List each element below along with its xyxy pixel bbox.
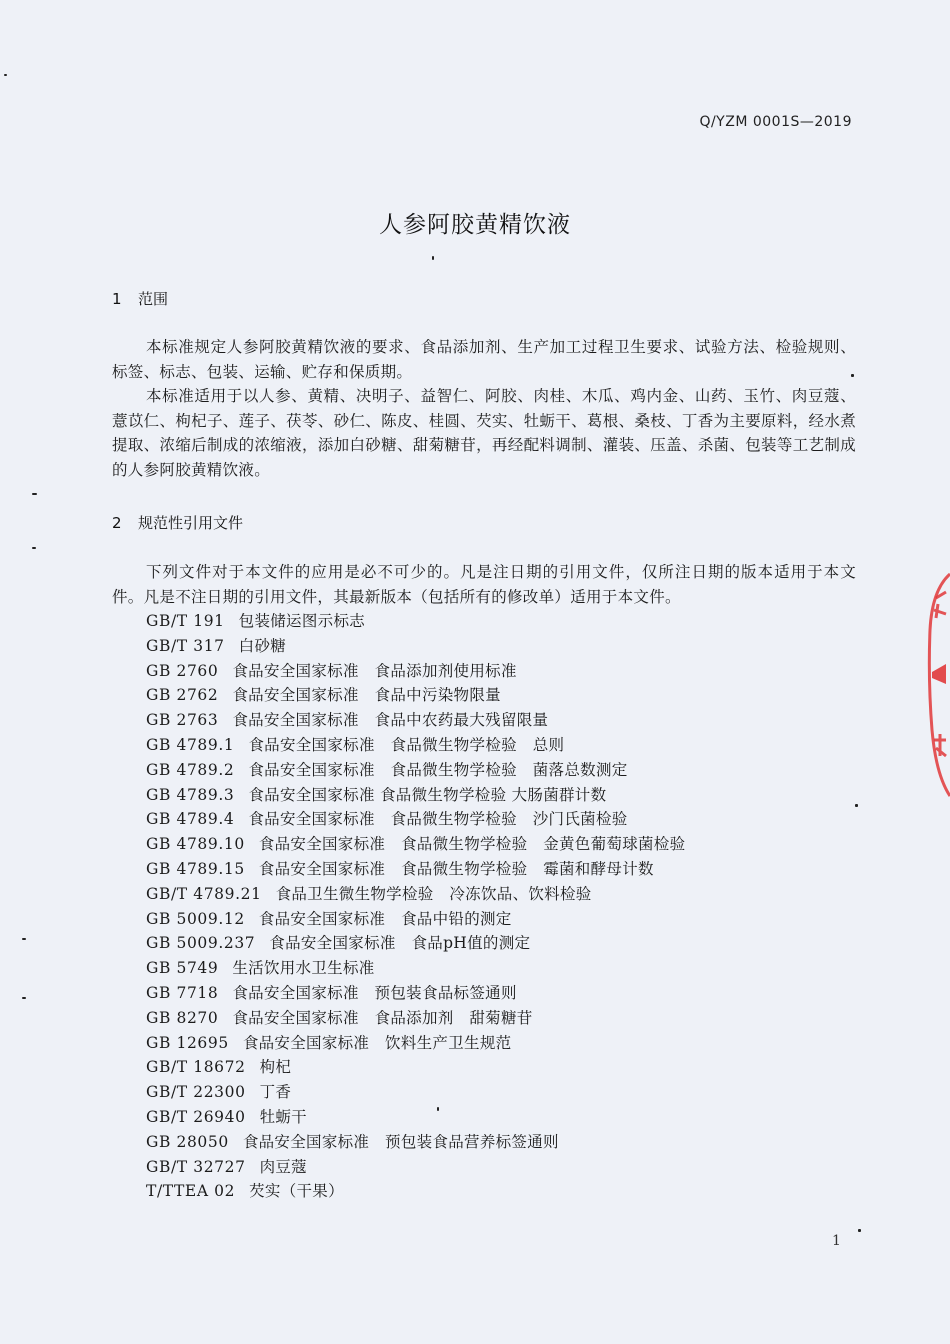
reference-item (146, 1155, 685, 1180)
reference-item (146, 1006, 685, 1031)
standard-code: Q/YZM 0001S—2019 (699, 114, 852, 130)
reference-title: 肉豆蔻 (259, 1157, 307, 1176)
reference-title: 食品安全国家标准 食品微生物学检验 金黄色葡萄球菌检验 (258, 835, 686, 854)
reference-code: GB 7718 (146, 983, 219, 1002)
reference-code: GB/T 22300 (146, 1083, 246, 1102)
document-title: 人参阿胶黄精饮液 (379, 212, 571, 238)
reference-title: 食品安全国家标准 预包装食品标签通则 (232, 983, 517, 1002)
reference-title: 白砂糖 (238, 636, 287, 655)
reference-code: GB/T 18672 (146, 1058, 246, 1077)
scan-speck (32, 547, 36, 549)
reference-title: 食品卫生微生物学检验 冷冻饮品、饮料检验 (275, 884, 592, 903)
reference-code: GB/T 32727 (146, 1157, 246, 1176)
reference-code: GB 8270 (146, 1008, 219, 1027)
reference-code: GB 4789.10 (146, 835, 245, 854)
reference-item (146, 733, 685, 758)
reference-title: 丁香 (259, 1083, 292, 1102)
reference-item (146, 1179, 685, 1204)
reference-item (146, 931, 685, 956)
reference-item (146, 1130, 685, 1155)
reference-title: 食品安全国家标准 饮料生产卫生规范 (242, 1033, 512, 1052)
scan-speck (432, 256, 434, 260)
section-2-heading (112, 512, 243, 533)
reference-item (146, 1080, 685, 1105)
section-1-title: 范围 (138, 290, 169, 308)
page-number: 1 (832, 1233, 841, 1249)
reference-item (146, 634, 685, 659)
reference-item (146, 981, 685, 1006)
reference-item (146, 882, 685, 907)
reference-item (146, 907, 685, 932)
scan-speck (851, 374, 854, 377)
reference-code: T/TTEA 02 (146, 1182, 236, 1201)
reference-code: GB 28050 (146, 1132, 229, 1151)
reference-code: GB 2763 (146, 711, 219, 730)
reference-title: 食品安全国家标准 预包装食品营养标签通则 (242, 1132, 559, 1151)
reference-code: GB 12695 (146, 1033, 229, 1052)
reference-title: 食品安全国家标准 食品微生物学检验 沙门氏菌检验 (248, 810, 628, 829)
reference-code: GB 2762 (146, 686, 219, 705)
reference-item (146, 1055, 685, 1080)
reference-title: 芡实（干果） (249, 1182, 344, 1201)
reference-code: GB 4789.3 (146, 785, 235, 804)
section-2-number: 2 (112, 514, 122, 532)
reference-title: 食品安全国家标准 食品添加剂使用标准 (232, 661, 517, 680)
reference-title: 食品安全国家标准 食品微生物学检验 大肠菌群计数 (248, 785, 607, 804)
reference-item (146, 1031, 685, 1056)
reference-title: 食品安全国家标准 食品中污染物限量 (232, 686, 501, 705)
reference-title: 包装储运图示标志 (238, 612, 366, 630)
reference-item (146, 857, 685, 882)
section-2-title: 规范性引用文件 (138, 514, 244, 532)
section-1-number: 1 (112, 290, 122, 308)
section-1-heading (112, 288, 168, 309)
reference-item (146, 609, 685, 634)
scan-speck (858, 1229, 861, 1232)
reference-title: 食品安全国家标准 食品中农药最大残留限量 (232, 711, 549, 730)
reference-code: GB 4789.1 (146, 735, 235, 754)
reference-title: 食品安全国家标准 食品中铅的测定 (258, 909, 512, 928)
scan-speck (4, 74, 7, 76)
reference-title: 食品安全国家标准 食品pH值的测定 (269, 934, 531, 953)
reference-item (146, 708, 685, 733)
scan-speck (855, 804, 858, 807)
reference-code: GB 4789.4 (146, 810, 235, 829)
scan-speck (22, 997, 26, 999)
reference-item (146, 683, 685, 708)
reference-code: GB 5009.12 (146, 909, 245, 928)
reference-code: GB/T 26940 (146, 1107, 246, 1126)
reference-title: 枸杞 (259, 1058, 292, 1077)
partial-red-seal (922, 570, 950, 800)
references-intro: 下列文件对于本文件的应用是必不可少的。凡是注日期的引用文件，仅所注日期的版本适用于本文件。凡是不注日期的引用文件，其最新版本（包括所有的修改单）适用于本文件。 (112, 563, 856, 606)
scan-speck (437, 1107, 439, 1111)
reference-code: GB/T 317 (146, 636, 225, 655)
reference-title: 食品安全国家标准 食品微生物学检验 霉菌和酵母计数 (258, 859, 654, 878)
reference-code: GB 5749 (146, 959, 219, 978)
scope-paragraph-1: 本标准规定人参阿胶黄精饮液的要求、食品添加剂、生产加工过程卫生要求、试验方法、检验规则、标签、标志、包装、运输、贮存和保质期。 (112, 338, 856, 381)
reference-code: GB/T 191 (146, 612, 225, 630)
reference-title: 生活饮用水卫生标准 (232, 959, 375, 978)
reference-item (146, 807, 685, 832)
scan-speck (22, 938, 26, 940)
reference-code: GB 4789.15 (146, 859, 245, 878)
reference-title: 牡蛎干 (259, 1107, 307, 1126)
reference-code: GB 5009.237 (146, 934, 256, 953)
reference-item (146, 783, 685, 808)
reference-item (146, 832, 685, 857)
scope-paragraph-2: 本标准适用于以人参、黄精、决明子、益智仁、阿胶、肉桂、木瓜、鸡内金、山药、玉竹、肉豆蔻、薏苡仁、枸杞子、莲子、茯苓、砂仁、陈皮、桂圆、芡实、牡蛎干、葛根、桑枝、丁香为主要原料，经水煮提取、浓缩后制成的浓缩液，添加白砂糖、甜菊糖苷，再经配料调制、灌装、压盖、杀菌、包装等工艺制成的人参阿胶黄精饮液。 (112, 387, 856, 479)
reference-item (146, 758, 685, 783)
reference-code: GB/T 4789.21 (146, 884, 262, 903)
reference-code: GB 4789.2 (146, 760, 235, 779)
reference-title: 食品安全国家标准 食品添加剂 甜菊糖苷 (232, 1008, 533, 1027)
reference-item (146, 956, 685, 981)
scan-speck (32, 493, 37, 495)
reference-list (146, 609, 685, 1204)
reference-item (146, 1105, 685, 1130)
reference-title: 食品安全国家标准 食品微生物学检验 总则 (248, 735, 565, 754)
reference-title: 食品安全国家标准 食品微生物学检验 菌落总数测定 (248, 760, 628, 779)
reference-item (146, 659, 685, 684)
reference-code: GB 2760 (146, 661, 219, 680)
